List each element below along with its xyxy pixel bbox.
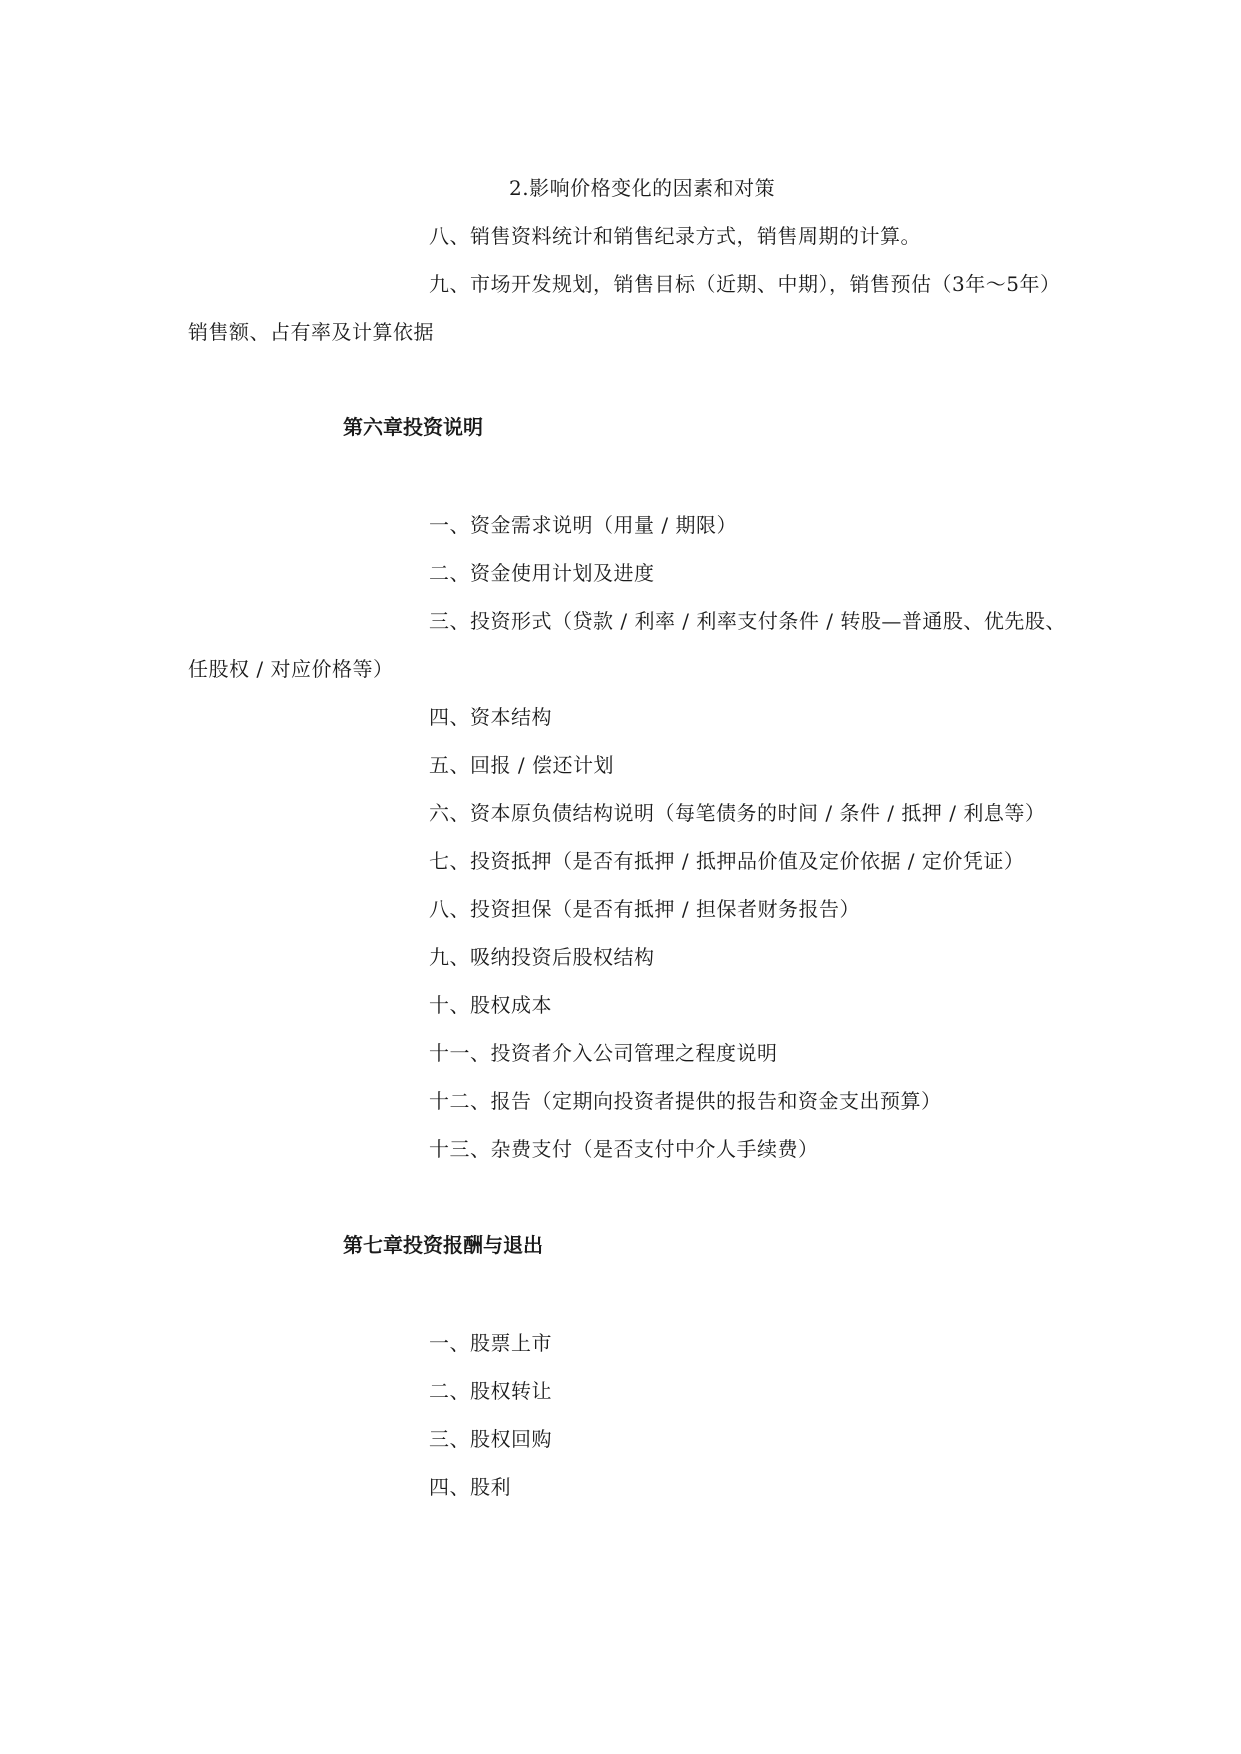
- chapter-6-item-continuation: 任股权 / 对应价格等）: [188, 657, 394, 681]
- chapter-6-item: 二、资金使用计划及进度: [429, 561, 655, 585]
- chapter-6-item: 九、吸纳投资后股权结构: [429, 945, 655, 969]
- paragraph-item-9-line2: 销售额、占有率及计算依据: [188, 320, 434, 344]
- chapter-6-item: 五、回报 / 偿还计划: [429, 753, 614, 777]
- chapter-6-item: 十一、投资者介入公司管理之程度说明: [429, 1041, 778, 1065]
- chapter-6-item: 四、资本结构: [429, 705, 552, 729]
- paragraph-item-8: 八、销售资料统计和销售纪录方式，销售周期的计算。: [429, 224, 921, 248]
- paragraph-price-factors: 2.影响价格变化的因素和对策: [509, 176, 776, 200]
- chapter-7-heading: 第七章投资报酬与退出: [343, 1233, 543, 1257]
- chapter-7-item: 四、股利: [429, 1475, 511, 1499]
- chapter-6-heading: 第六章投资说明: [343, 415, 483, 439]
- chapter-6-item: 十、股权成本: [429, 993, 552, 1017]
- chapter-6-item: 一、资金需求说明（用量 / 期限）: [429, 513, 737, 537]
- chapter-7-item: 二、股权转让: [429, 1379, 552, 1403]
- paragraph-item-9-line1: 九、市场开发规划，销售目标（近期、中期），销售预估（3年～5年）: [429, 272, 1061, 296]
- chapter-6-item: 六、资本原负债结构说明（每笔债务的时间 / 条件 / 抵押 / 利息等）: [429, 801, 1046, 825]
- chapter-6-item: 三、投资形式（贷款 / 利率 / 利率支付条件 / 转股—普通股、优先股、: [429, 609, 1066, 633]
- chapter-6-item: 十二、报告（定期向投资者提供的报告和资金支出预算）: [429, 1089, 942, 1113]
- chapter-7-item: 三、股权回购: [429, 1427, 552, 1451]
- chapter-6-item: 七、投资抵押（是否有抵押 / 抵押品价值及定价依据 / 定价凭证）: [429, 849, 1025, 873]
- chapter-6-item: 八、投资担保（是否有抵押 / 担保者财务报告）: [429, 897, 860, 921]
- chapter-6-item: 十三、杂费支付（是否支付中介人手续费）: [429, 1137, 819, 1161]
- chapter-7-item: 一、股票上市: [429, 1331, 552, 1355]
